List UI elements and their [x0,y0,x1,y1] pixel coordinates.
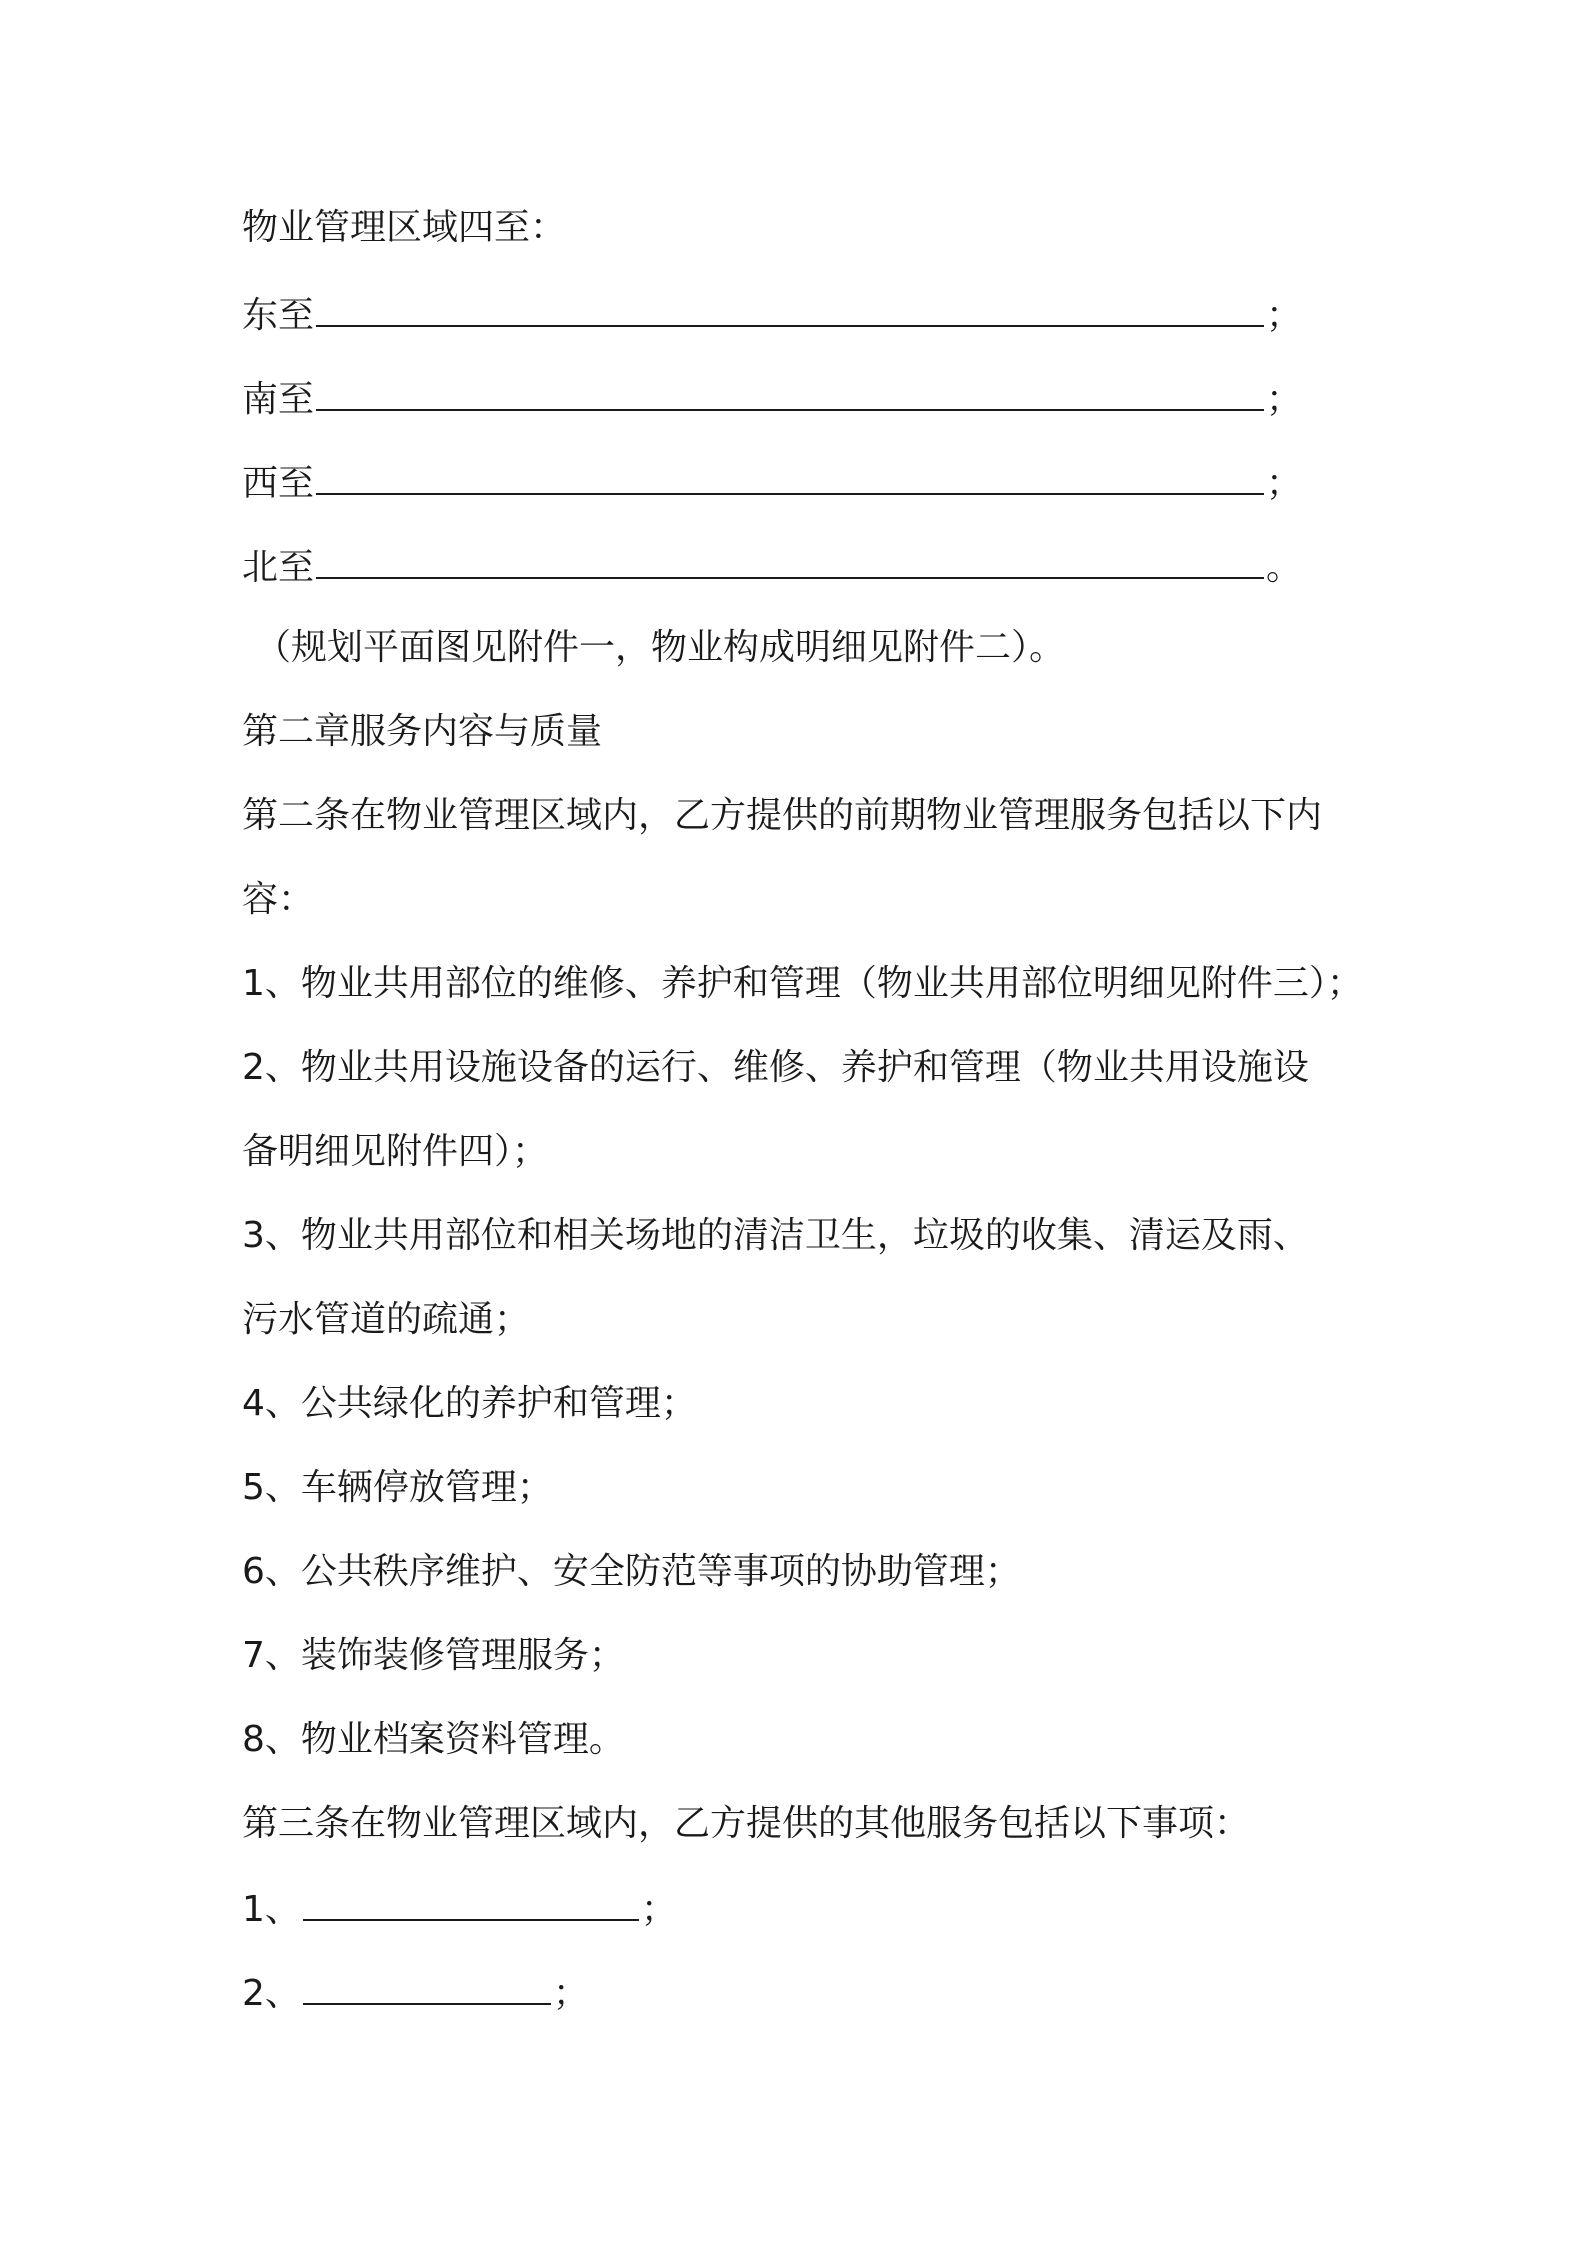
other-item-1-row [242,1886,677,1934]
service-item-7: 7、装饰装修管理服务； [242,1635,625,1676]
other-item-2-number: 2、 [242,1973,301,2014]
other-item-2-blank[interactable] [303,1973,551,2005]
service-item-6: 6、公共秩序维护、安全防范等事项的协助管理； [242,1551,1021,1592]
service-item-8: 8、物业档案资料管理。 [242,1719,625,1760]
boundary-north-blank[interactable] [316,547,1264,579]
boundary-west-blank[interactable] [316,463,1264,495]
boundary-east-label: 东至 [242,295,315,336]
article-three: 第三条在物业管理区域内，乙方提供的其他服务包括以下事项： [242,1803,1251,1844]
service-item-1: 1、物业共用部位的维修、养护和管理（物业共用部位明细见附件三）； [242,963,1363,1004]
boundary-east-end: ； [1266,295,1303,336]
boundary-south-label: 南至 [242,379,315,420]
other-item-1-end: ； [640,1889,677,1930]
boundary-north-end: 。 [1266,547,1303,588]
service-item-2-line2: 备明细见附件四）； [242,1131,549,1172]
service-item-3-line2: 污水管道的疏通； [242,1299,531,1340]
boundary-east-blank[interactable] [316,295,1264,327]
other-item-2-end: ； [552,1973,589,2014]
other-item-2-row [242,1970,589,2018]
service-item-3-line1: 3、物业共用部位和相关场地的清洁卫生，垃圾的收集、清运及雨、 [242,1215,1309,1256]
other-item-1-blank[interactable] [303,1889,639,1921]
boundary-west-end: ； [1266,463,1303,504]
boundary-south-end: ； [1266,379,1303,420]
other-item-1-number: 1、 [242,1889,301,1930]
attachments-note: （规划平面图见附件一，物业构成明细见附件二）。 [255,627,1066,668]
boundary-south-blank[interactable] [316,379,1264,411]
boundary-north-row [242,544,1302,592]
boundaries-heading: 物业管理区域四至： [242,207,567,248]
boundary-south-row [242,376,1302,424]
article-two-line2: 容： [242,879,315,920]
boundary-west-label: 西至 [242,463,315,504]
chapter-two-title: 第二章服务内容与质量 [242,711,603,752]
article-two-line1: 第二条在物业管理区域内，乙方提供的前期物业管理服务包括以下内 [242,795,1323,836]
boundary-west-row [242,460,1302,508]
service-item-2-line1: 2、物业共用设施设备的运行、维修、养护和管理（物业共用设施设 [242,1047,1309,1088]
service-item-4: 4、公共绿化的养护和管理； [242,1383,697,1424]
service-item-5: 5、车辆停放管理； [242,1467,553,1508]
boundary-north-label: 北至 [242,547,315,588]
boundary-east-row [242,292,1302,340]
